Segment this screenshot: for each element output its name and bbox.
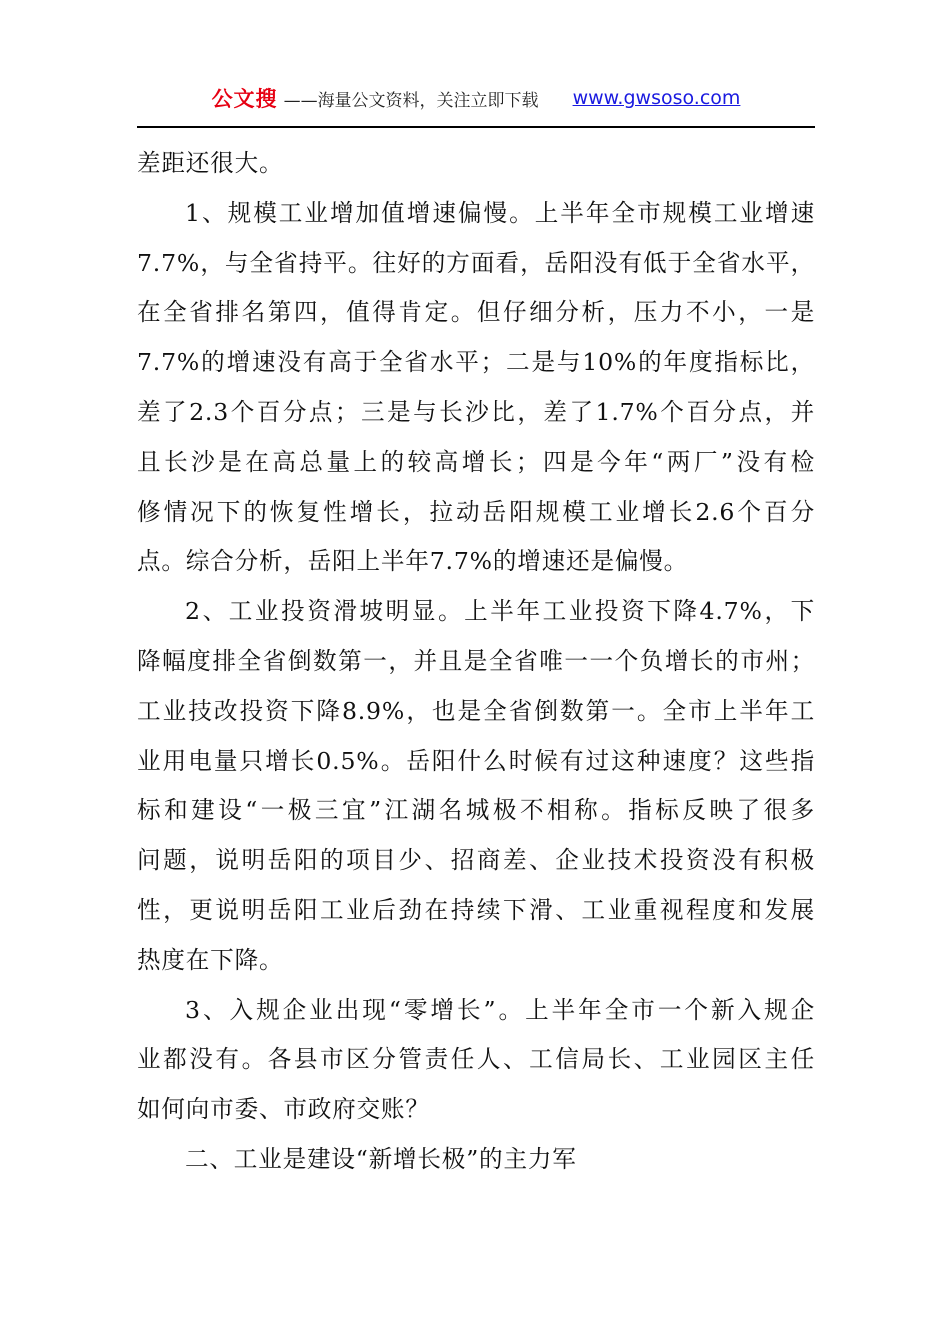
brand-logo: 公文搜 <box>211 87 278 111</box>
header-slogan: ——海量公文资料，关注立即下载 <box>283 90 539 111</box>
text-line: 热度在下降。 <box>137 945 284 974</box>
text-line: 修情况下的恢复性增长，拉动岳阳规模工业增长2.6个百分 <box>137 497 815 526</box>
text-line: 业用电量只增长0.5%。岳阳什么时候有过这种速度？这些指 <box>137 746 815 775</box>
text-line: 如何向市委、市政府交账？ <box>137 1095 430 1124</box>
site-link[interactable]: www.gwsoso.com <box>572 87 741 109</box>
text-line: 1、规模工业增加值增速偏慢。上半年全市规模工业增速 <box>185 198 815 227</box>
text-line: 差了2.3个百分点；三是与长沙比，差了1.7%个百分点，并 <box>137 397 815 426</box>
header-divider <box>137 126 815 128</box>
text-line: 2、工业投资滑坡明显。上半年工业投资下降4.7%，下 <box>185 597 815 626</box>
text-line: 业都没有。各县市区分管责任人、工信局长、工业园区主任 <box>137 1045 815 1074</box>
document-body <box>137 139 815 1185</box>
section-heading: 二、工业是建设“新增长极”的主力军 <box>185 1144 577 1173</box>
text-line: 7.7%的增速没有高于全省水平；二是与10%的年度指标比， <box>137 348 815 377</box>
text-line: 标和建设“一极三宜”江湖名城极不相称。指标反映了很多 <box>137 796 815 825</box>
text-line: 在全省排名第四，值得肯定。但仔细分析，压力不小，一是 <box>137 298 815 327</box>
text-line: 且长沙是在高总量上的较高增长；四是今年“两厂”没有检 <box>137 447 815 476</box>
text-line: 点。综合分析，岳阳上半年7.7%的增速还是偏慢。 <box>137 547 689 576</box>
text-line: 降幅度排全省倒数第一，并且是全省唯一一个负增长的市州； <box>137 646 815 675</box>
text-line: 3、入规企业出现“零增长”。上半年全市一个新入规企 <box>185 995 815 1024</box>
text-line: 工业技改投资下降8.9%，也是全省倒数第一。全市上半年工 <box>137 696 815 725</box>
text-line: 差距还很大。 <box>137 149 284 177</box>
text-line: 问题，说明岳阳的项目少、招商差、企业技术投资没有积极 <box>137 846 815 875</box>
text-line: 性，更说明岳阳工业后劲在持续下滑、工业重视程度和发展 <box>137 895 815 924</box>
text-line: 7.7%，与全省持平。往好的方面看，岳阳没有低于全省水平， <box>137 248 815 277</box>
page-header <box>137 80 815 116</box>
